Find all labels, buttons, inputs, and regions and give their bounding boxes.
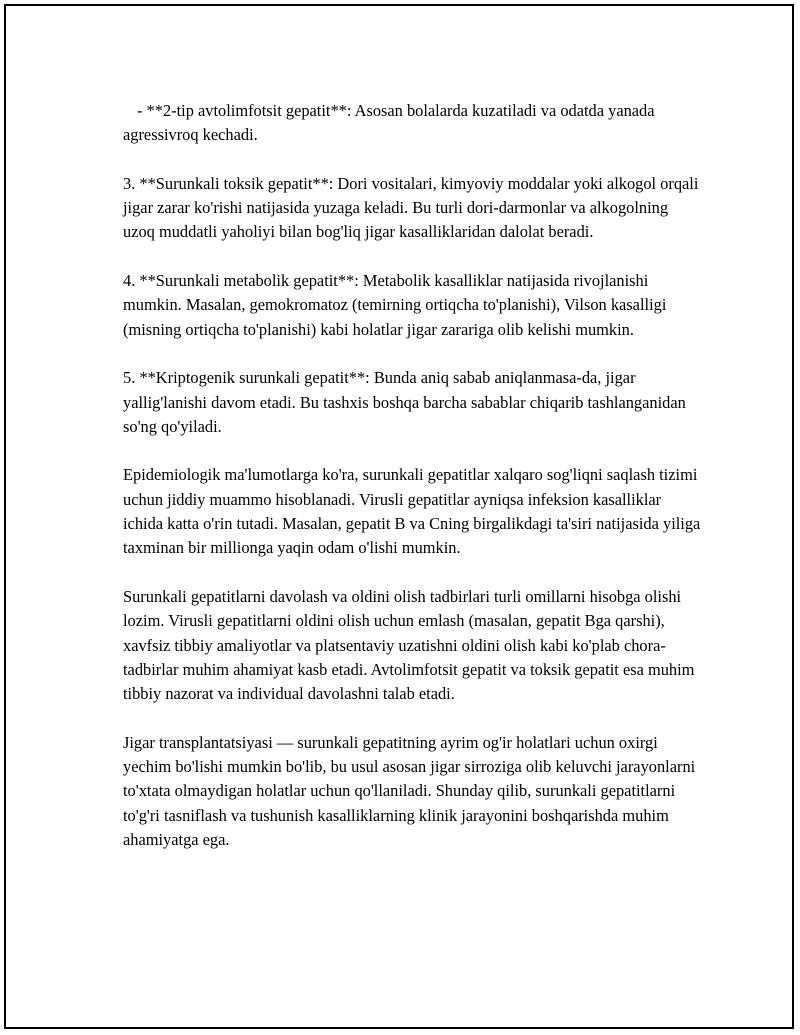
paragraph-liver-transplant: Jigar transplantatsiyasi — surunkali gepatitning ayrim og'ir holatlari uchun oxirgi yechim bo'lishi mumkin bo'lib, bu usul asosan jigar sirroziga olib keluvchi jarayonlarni to'xtata olmaydigan holatlar uchun qo'llaniladi. Shunday qilib, surunkali gepatitlarni to'g'ri tasniflash va tushunish kasalliklarning klinik jarayonini boshqarishda muhim ahamiyatga ega. <box>123 732 696 849</box>
paragraph-treatment-prevention: Surunkali gepatitlarni davolash va oldini olish tadbirlari turli omillarni hisobga olishi lozim. Virusli gepatitlarni oldini olish uchun emlash (masalan, gepatit Bga qarshi), xavfsiz tibbiy amaliyotlar va platsentaviy uzatishni oldini olish kabi ko'plab chora-tadbirlar muhim ahamiyat kasb etadi. Avtolimfotsit gepatit va toksik gepatit esa muhim tibbiy nazorat va individual davolashni talab etadi. <box>123 586 695 704</box>
document-body <box>123 99 703 852</box>
paragraph-metabolic-hepatitis: 4. **Surunkali metabolik gepatit**: Metabolik kasalliklar natijasida rivojlanishi mumkin. Masalan, gemokromatoz (temirning ortiqcha to'planishi), Vilson kasalligi (misning ortiqcha to'planishi) kabi holatlar jigar zarariga olib kelishi mumkin. <box>123 271 667 339</box>
page-frame <box>4 4 794 1029</box>
paragraph-cryptogenic-hepatitis: 5. **Kriptogenik surunkali gepatit**: Bunda aniq sabab aniqlanmasa-da, jigar yallig'lanishi davom etadi. Bu tashxis boshqa barcha sabablar chiqarib tashlanganidan so'ng qo'yiladi. <box>123 368 686 436</box>
paragraph-toxic-hepatitis: 3. **Surunkali toksik gepatit**: Dori vositalari, kimyoviy moddalar yoki alkogol orqali jigar zarar ko'rishi natijasida yuzaga keladi. Bu turli dori-darmonlar va alkogolning uzoq muddatli yaholiyi bilan bog'liq jigar kasalliklaridan dalolat beradi. <box>123 173 699 242</box>
paragraph-type2-autoimmune: - **2-tip avtolimfotsit gepatit**: Asosan bolalarda kuzatiladi va odatda yanada agressivroq kechadi. <box>123 101 655 145</box>
paragraph-epidemiology: Epidemiologik ma'lumotlarga ko'ra, surunkali gepatitlar xalqaro sog'liqni saqlash tizimi uchun jiddiy muammo hisoblanadi. Virusli gepatitlar ayniqsa infeksion kasalliklar ichida katta o'rin tutadi. Masalan, gepatit B va Cning birgalikdagi ta'siri natijasida yiliga taxminan bir millionga yaqin odam o'lishi mumkin. <box>123 465 701 558</box>
